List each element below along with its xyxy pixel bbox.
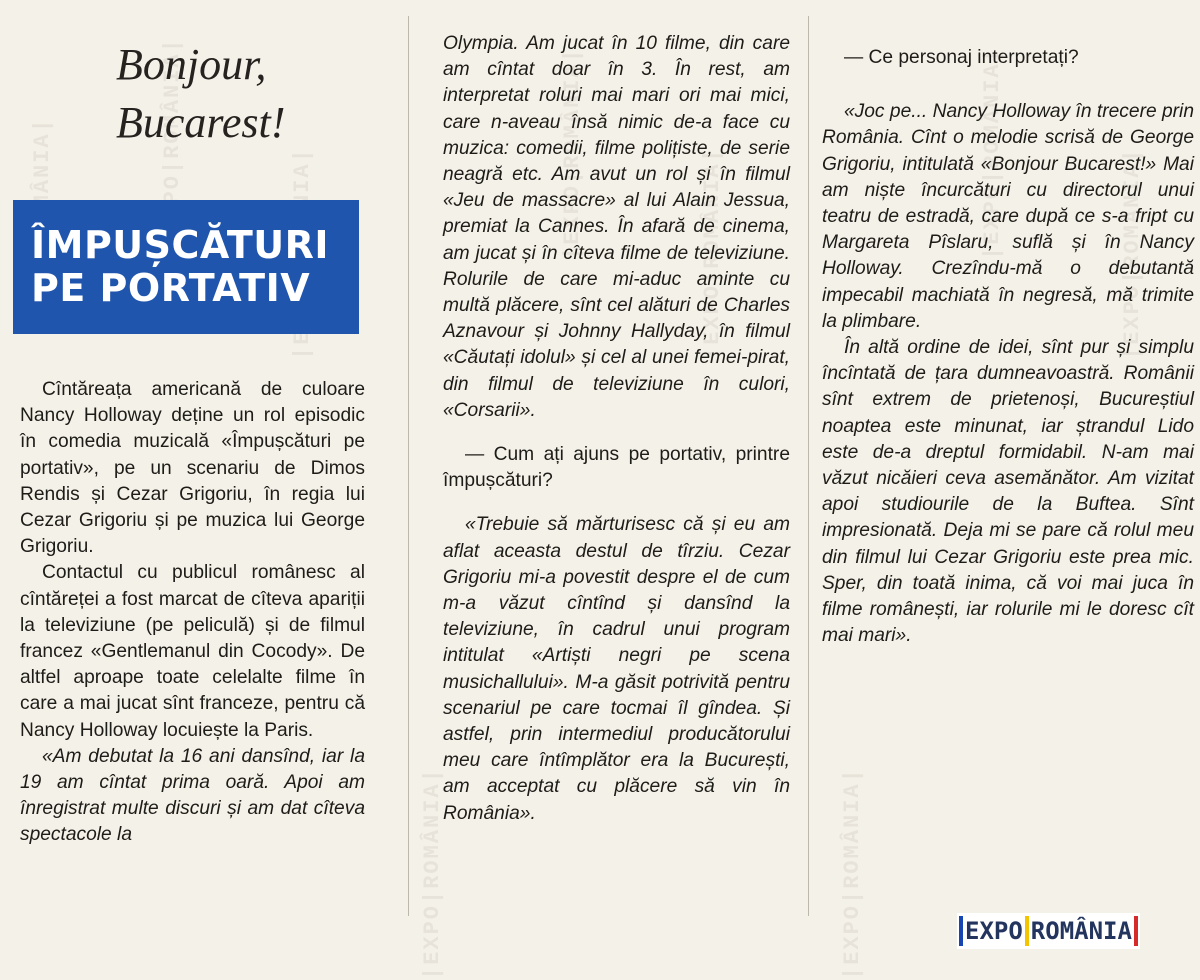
paragraph: «Trebuie să mărturisesc că și eu am aflat aceasta destul de tîrziu. Cezar Grigoriu mi-a povestit despre el de cum m-a văzut cîntînd și dansînd la televiziune, în cadrul unui program intitulat «Artiști negri pe scena musichallului». M-a găsit potrivită pentru scenariul pe care tocmai îl gîndea. Și astfel, prin intermediul producătorului meu care întîmplător era la București, am acceptat cu plăcere să vin în România». (443, 514, 790, 824)
paragraph: «Joc pe... Nancy Holloway în trecere prin România. Cînt o melodie scrisă de George Grigoriu, intitulată «Bonjour Bucarest!» Mai am niște încurcături cu directorul unui teatru de estradă, care după ce s-a fript cu Margareta Pîslaru, suflă și în Nancy Holloway. Crezîndu-mă o debutantă impecabil machiată în negresă, mă trimite la plimbare. (822, 101, 1194, 332)
article-title-line: PE PORTATIV (31, 266, 311, 310)
flag-stripe (959, 916, 963, 946)
column-divider (408, 16, 409, 916)
paragraph: Cîntăreața americană de culoare Nancy Holloway deține un rol episodic în comedia muzicală «Împușcături pe portativ», pe un scenariu de Dimos Rendis și Cezar Grigoriu, în regia lui Cezar Grigoriu și pe muzica lui George Grigoriu. (20, 379, 365, 558)
expo-romania-logo (957, 913, 1140, 949)
headline-line: Bucarest! (116, 98, 286, 147)
column-1 (20, 377, 365, 849)
flag-stripe (1134, 916, 1138, 946)
paragraph: «Am debutat la 16 ani dansînd, iar la 19 am cîntat prima oară. Apoi am înregistrat multe discuri și am dat cîteva spectacole la (20, 745, 365, 846)
watermark-text: |EXPO|ROMÂNIA| (420, 767, 445, 980)
paragraph: În altă ordine de idei, sînt pur și simplu încîntată de țara dumneavoastră. Românii sînt extrem de prietenoși, Bucureștiul noaptea este minunat, iar ștrandul Lido este de-a dreptul formidabil. N-am mai văzut nicăieri ceva asemănător. Am vizitat apoi studiourile de la Buftea. Sînt impresionată. Deja mi se pare că rolul meu din filmul lui Cezar Grigoriu este prea mic. Sper, din toată inima, că voi mai juca în filme românești, iar rolurile mi le doresc cît mai mari». (822, 337, 1194, 647)
watermark-text: |EXPO|ROMÂNIA| (1120, 147, 1145, 360)
watermark-text: |EXPO|ROMÂNIA| (700, 147, 725, 360)
interview-question: — Ce personaj interpretați? (844, 47, 1079, 68)
article-title-box (13, 200, 359, 334)
column-divider (808, 16, 809, 916)
paragraph: Olympia. Am jucat în 10 filme, din care am cîntat doar în 3. În rest, am interpretat roluri mai mari ori mai mici, care n-aveau însă nimic de-a face cu muzica: comedii, filme polițiste, de serie neagră etc. Am avut un rol și în filmul «Jeu de massacre» al lui Alain Jessua, premiat la Cannes. În afară de cinema, am jucat și în cîteva filme de televiziune. Rolurile de care mi-aduc aminte cu multă plăcere, sînt cel alături de Charles Aznavour și Johnny Hallyday, în filmul «Căutați idolul» și cel al unei femei-pirat, din filmul de televiziune în culori, «Corsarii». (443, 33, 790, 421)
headline (22, 36, 392, 152)
column-3 (822, 45, 1194, 649)
flag-stripe (1025, 916, 1029, 946)
watermark-text: |EXPO|ROMÂNIA| (160, 37, 185, 250)
column-2 (443, 31, 790, 827)
headline-line: Bonjour, (116, 40, 267, 89)
logo-text: ROMÂNIA (1030, 917, 1132, 945)
logo-text: EXPO (965, 917, 1023, 945)
watermark-text: |EXPO|ROMÂNIA| (840, 767, 865, 980)
paragraph: Contactul cu publicul românesc al cîntăreței a fost marcat de cîteva apariții la televiziune (pe peliculă) și de filmul francez «Gentlemanul din Cocody». De altfel aproape toate celelalte filme în care a mai jucat sînt franceze, pentru că Nancy Holloway locuiește la Paris. (20, 562, 365, 741)
interview-question: — Cum ați ajuns pe portativ, printre împușcături? (443, 444, 790, 492)
watermark-text: |EXPO|ROMÂNIA| (980, 47, 1005, 260)
article-title-line: ÎMPUȘCĂTURI (31, 223, 330, 267)
watermark-text: |EXPO|ROMÂNIA| (560, 47, 585, 260)
